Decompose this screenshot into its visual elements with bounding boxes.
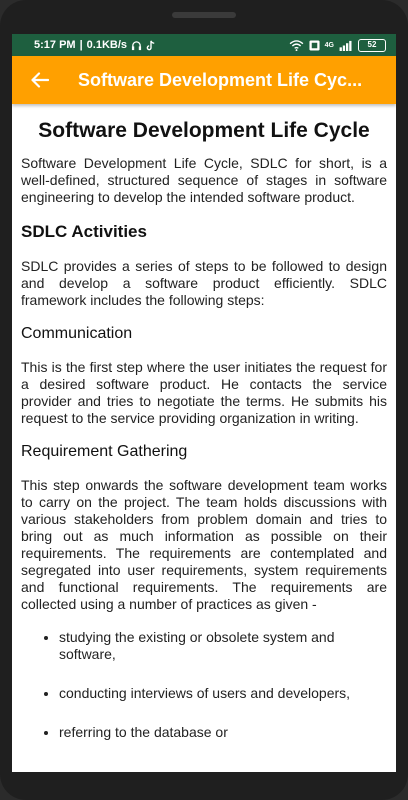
article-content[interactable]: [12, 119, 396, 741]
status-right: [289, 39, 386, 52]
status-separator: |: [79, 39, 83, 51]
status-bar: [12, 34, 396, 56]
screen: [12, 34, 396, 772]
speaker: [172, 12, 236, 18]
back-button[interactable]: [28, 68, 52, 92]
wifi-icon: [289, 40, 304, 51]
battery-icon: 52: [358, 39, 386, 52]
list-item: • conducting interviews of users and developers,: [59, 685, 387, 702]
section-heading: SDLC Activities: [21, 222, 147, 241]
headset-icon: [131, 40, 142, 51]
tiktok-icon: [146, 40, 156, 51]
list-item: • studying the existing or obsolete system and software,: [59, 629, 387, 663]
step-text-communication: This is the first step where the user initiates the request for a desired software product. He contacts the service provider and tries to negotiate the terms. He submits his request to the service providing organization in writing.: [21, 359, 387, 426]
step-heading-communication: Communication: [21, 325, 133, 342]
signal-icon: [339, 40, 353, 51]
network-type: 4G: [324, 41, 334, 49]
article-title: Software Development Life Cycle: [38, 119, 370, 142]
status-speed: 0.1KB/s: [86, 39, 128, 51]
status-time: 5:17 PM: [34, 39, 76, 51]
status-left: [34, 39, 156, 51]
practices-list: [21, 629, 387, 741]
volte-icon: [309, 40, 320, 51]
app-bar: [12, 56, 396, 104]
intro-paragraph: Software Development Life Cycle, SDLC for short, is a well-defined, structured sequence of stages in software engineering to develop the intended software product.: [21, 155, 387, 205]
app-bar-title: Software Development Life Cyc...: [78, 69, 363, 90]
step-text-requirement-gathering: This step onwards the software development team works to carry on the project. The team holds discussions with various stakeholders from problem domain and tries to bring out as much information as possible on their requirements. The requirements are contemplated and segregated into user requirements, system requirements and functional requirements. The requirements are collected using a number of practices as given -: [21, 477, 387, 612]
list-item: • referring to the database or: [59, 724, 387, 741]
section-paragraph: SDLC provides a series of steps to be followed to design and develop a software product efficiently. SDLC framework includes the following steps:: [21, 258, 387, 308]
arrow-left-icon: [31, 72, 49, 88]
step-heading-requirement-gathering: Requirement Gathering: [21, 443, 188, 460]
